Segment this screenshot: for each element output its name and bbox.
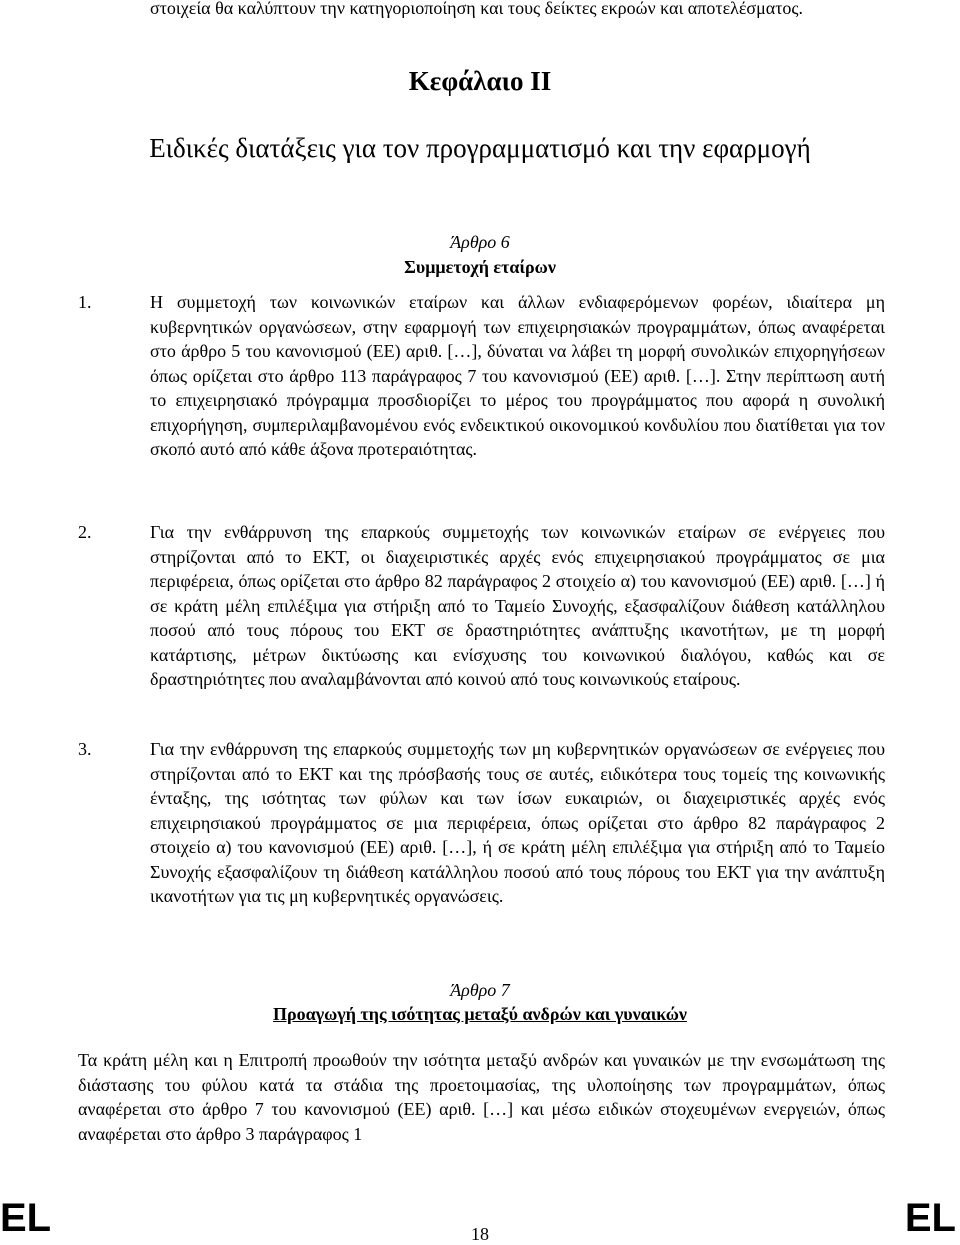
article-6-paragraph-1 [78, 290, 885, 462]
language-code-right: EL [904, 1196, 956, 1240]
page-number: 18 [471, 1224, 489, 1244]
article-6-paragraph-3 [78, 737, 885, 909]
chapter-title: Ειδικές διατάξεις για τον προγραμματισμό και την εφαρμογή [149, 133, 811, 163]
chapter-number: Κεφάλαιο ΙΙ [408, 66, 552, 96]
paragraph-number: 2. [78, 522, 92, 542]
language-code-left: EL [0, 1196, 52, 1240]
article-7-title [0, 1004, 960, 1025]
article-6-paragraph-2 [78, 520, 885, 692]
article-6-number: Άρθρο 6 [450, 232, 510, 252]
article-7-title-text: Προαγωγή της ισότητας μεταξύ ανδρών και γυναικών [273, 1004, 687, 1024]
article-7-paragraph: Τα κράτη μέλη και η Επιτροπή προωθούν την ισότητα μεταξύ ανδρών και γυναικών με την ενσωμάτωση της διάστασης του φύλου κατά τα στάδια της προετοιμασίας, της υλοποίησης των προγραμμάτων, όπως αναφέρεται στο άρθρο 7 του κανονισμού (ΕΕ) αριθ. […] και μέσω ειδικών στοχευμένων ενεργειών, όπως αναφέρεται στο άρθρο 3 παράγραφος 1 [78, 1050, 885, 1144]
paragraph-text: Για την ενθάρρυνση της επαρκούς συμμετοχής των κοινωνικών εταίρων σε ενέργειες που στηρίζονται από το ΕΚΤ, οι διαχειριστικές αρχές ενός επιχειρησιακού προγράμματος σε μια περιφέρεια, όπως ορίζεται στο άρθρο 82 παράγραφος 2 στοιχείο α) του κανονισμού (ΕΕ) αριθ. […] ή σε κράτη μέλη επιλέξιμα για στήριξη από το Ταμείο Συνοχής, εξασφαλίζουν διάθεση κατάλληλου ποσού από τους πόρους του ΕΚΤ σε δραστηριότητες ανάπτυξης ικανοτήτων, με τη μορφή κατάρτισης, μέτρων δικτύωσης και ενίσχυσης του κοινωνικού διαλόγου, καθώς και σε δραστηριότητες που αναλαμβάνονται από κοινού από τους κοινωνικούς εταίρους. [150, 522, 885, 689]
paragraph-text: Η συμμετοχή των κοινωνικών εταίρων και άλλων ενδιαφερόμενων φορέων, ιδιαίτερα μη κυβερνητικών οργανώσεων, στην εφαρμογή των επιχειρησιακών προγραμμάτων, όπως αναφέρεται στο άρθρο 5 του κανονισμού (ΕΕ) αριθ. […], δύναται να λάβει τη μορφή συνολικών επιχορηγήσεων όπως ορίζεται στο άρθρο 113 παράγραφος 7 του κανονισμού (ΕΕ) αριθ. […]. Στην περίπτωση αυτή το επιχειρησιακό πρόγραμμα προσδιορίζει το μέρος του προγράμματος που αφορά η συνολική επιχορήγηση, συμπεριλαμβανομένου ενός ενδεικτικού οικονομικού κονδυλίου που διατίθεται για τον σκοπό αυτό από κάθε άξονα προτεραιότητας. [150, 292, 885, 459]
paragraph-text: Για την ενθάρρυνση της επαρκούς συμμετοχής των μη κυβερνητικών οργανώσεων σε ενέργειες που στηρίζονται από το ΕΚΤ και της πρόσβασής τους σε αυτές, ειδικότερα τους τομείς της κοινωνικής ένταξης, της ισότητας των φύλων και των ίσων ευκαιριών, οι διαχειριστικές αρχές ενός επιχειρησιακού προγράμματος σε μια περιφέρεια, όπως ορίζεται στο άρθρο 82 παράγραφος 2 στοιχείο α) του κανονισμού (ΕΕ) αριθ. […], ή σε κράτη μέλη επιλέξιμα για στήριξη από το Ταμείο Συνοχής εξασφαλίζουν τη διάθεση κατάλληλου ποσού από τους πόρους του ΕΚΤ για την ανάπτυξη ικανοτήτων για τις μη κυβερνητικές οργανώσεις. [150, 739, 885, 906]
article-7-number: Άρθρο 7 [450, 980, 510, 1000]
paragraph-number: 1. [78, 292, 92, 312]
continued-paragraph: στοιχεία θα καλύπτουν την κατηγοριοποίηση και τους δείκτες εκροών και αποτελέσματος. [150, 0, 804, 18]
paragraph-number: 3. [78, 739, 92, 759]
article-6-title: Συμμετοχή εταίρων [404, 257, 556, 277]
